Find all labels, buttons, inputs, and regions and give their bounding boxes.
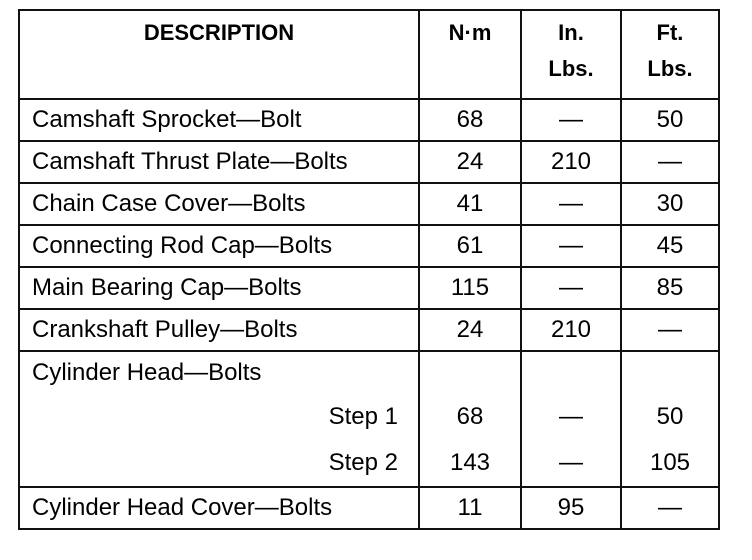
table-row — [19, 267, 719, 309]
row-description: Crankshaft Pulley—Bolts — [19, 309, 419, 351]
torque-spec-table — [18, 9, 720, 530]
cylinder-head-group-row — [19, 351, 719, 394]
row-description: Cylinder Head Cover—Bolts — [19, 487, 419, 529]
row-description: Connecting Rod Cap—Bolts — [19, 225, 419, 267]
table-row — [19, 99, 719, 141]
cylinder-head-step-row — [19, 440, 719, 487]
row-ft-lbs: — — [621, 141, 719, 183]
row-description: Camshaft Sprocket—Bolt — [19, 99, 419, 141]
step-ft-lbs: 50 — [621, 394, 719, 440]
row-nm: 11 — [419, 487, 521, 529]
row-description: Camshaft Thrust Plate—Bolts — [19, 141, 419, 183]
row-ft-lbs: 85 — [621, 267, 719, 309]
step-label: Step 1 — [19, 394, 419, 440]
row-description: Main Bearing Cap—Bolts — [19, 267, 419, 309]
header-description: DESCRIPTION — [19, 10, 419, 99]
header-row — [19, 10, 719, 99]
row-nm: 24 — [419, 141, 521, 183]
header-in-lbs: In. Lbs. — [521, 10, 621, 99]
row-description: Chain Case Cover—Bolts — [19, 183, 419, 225]
row-in-lbs: — — [521, 225, 621, 267]
step-in-lbs: — — [521, 394, 621, 440]
cylinder-head-in-empty — [521, 351, 621, 394]
row-ft-lbs: — — [621, 487, 719, 529]
cylinder-head-nm-empty — [419, 351, 521, 394]
table-row — [19, 183, 719, 225]
row-nm: 68 — [419, 99, 521, 141]
cylinder-head-step-row — [19, 394, 719, 440]
row-in-lbs: — — [521, 99, 621, 141]
row-ft-lbs: 50 — [621, 99, 719, 141]
row-nm: 24 — [419, 309, 521, 351]
step-label: Step 2 — [19, 440, 419, 487]
step-ft-lbs: 105 — [621, 440, 719, 487]
cylinder-head-description: Cylinder Head—Bolts — [19, 351, 419, 394]
row-in-lbs: 210 — [521, 309, 621, 351]
row-in-lbs: 210 — [521, 141, 621, 183]
row-ft-lbs: 30 — [621, 183, 719, 225]
table-row — [19, 309, 719, 351]
step-nm: 68 — [419, 394, 521, 440]
table-row — [19, 141, 719, 183]
step-nm: 143 — [419, 440, 521, 487]
row-ft-lbs: — — [621, 309, 719, 351]
header-nm: N·m — [419, 10, 521, 99]
row-nm: 41 — [419, 183, 521, 225]
table-row — [19, 487, 719, 529]
row-in-lbs: 95 — [521, 487, 621, 529]
row-ft-lbs: 45 — [621, 225, 719, 267]
row-in-lbs: — — [521, 183, 621, 225]
row-nm: 115 — [419, 267, 521, 309]
cylinder-head-ft-empty — [621, 351, 719, 394]
step-in-lbs: — — [521, 440, 621, 487]
row-in-lbs: — — [521, 267, 621, 309]
row-nm: 61 — [419, 225, 521, 267]
header-ft-lbs: Ft. Lbs. — [621, 10, 719, 99]
table-row — [19, 225, 719, 267]
